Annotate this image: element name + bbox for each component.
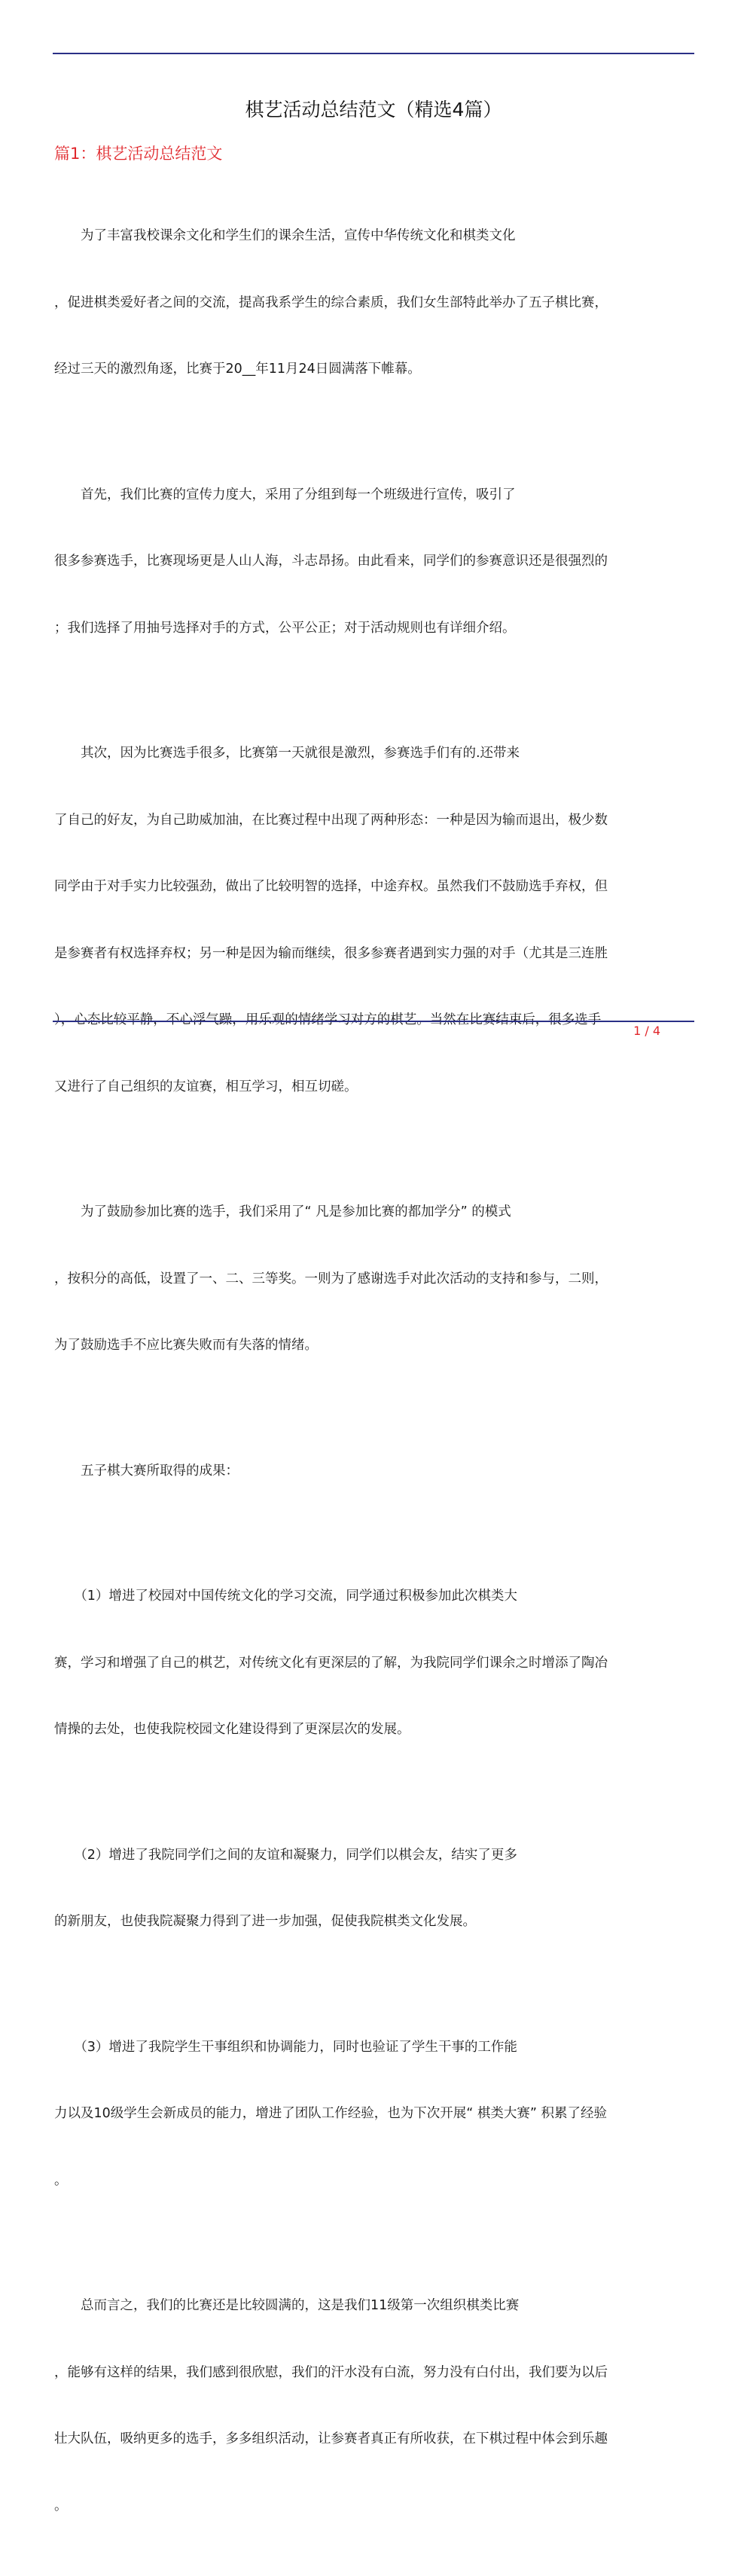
page-number: 1 / 4 <box>633 1024 660 1038</box>
paragraph-line: 为了鼓励选手不应比赛失败而有失落的情绪。 <box>54 1338 318 1353</box>
paragraph-line: ，能够有这样的结果，我们感到很欣慰，我们的汗水没有白流，努力没有白付出，我们要为以后 <box>54 2364 608 2380</box>
paragraph-line: 总而言之，我们的比赛还是比较圆满的，这是我们11级第一次组织棋类比赛 <box>54 2298 520 2313</box>
paragraph-line: 为了鼓励参加比赛的选手，我们采用了“ 凡是参加比赛的都加学分” 的模式 <box>54 1204 511 1219</box>
paragraph-line: 力以及10级学生会新成员的能力，增进了团队工作经验，也为下次开展“ 棋类大赛” 积累了经验 <box>54 2106 608 2121</box>
footer-rule <box>53 1021 694 1022</box>
paragraph-line: （2）增进了我院同学们之间的友谊和凝聚力，同学们以棋会友，结实了更多 <box>54 1847 517 1863</box>
paragraph-line: 又进行了自己组织的友谊赛，相互学习，相互切磋。 <box>54 1079 358 1094</box>
paragraph-line: 经过三天的激烈角逐，比赛于20__年11月24日圆满落下帷幕。 <box>54 362 421 377</box>
document-title: 棋艺活动总结范文（精选4篇） <box>245 99 502 121</box>
paragraph <box>54 1992 687 2237</box>
section-heading: 篇1：棋艺活动总结范文 <box>54 145 223 163</box>
paragraph-line: 的新朋友，也使我院凝聚力得到了进一步加强，促使我院棋类文化发展。 <box>54 1914 476 1929</box>
paragraph <box>54 440 687 685</box>
paragraph-line: 。 <box>54 2172 68 2188</box>
paragraph-line: 首先，我们比赛的宣传力度大，采用了分组到每一个班级进行宣传，吸引了 <box>54 487 516 502</box>
paragraph <box>54 1541 687 1786</box>
paragraph-line: 了自己的好友，为自己助威加油，在比赛过程中出现了两种形态：一种是因为输而退出，极少数 <box>54 812 608 828</box>
paragraph-line: 五子棋大赛所取得的成果： <box>54 1463 239 1479</box>
paragraph <box>54 1157 687 1402</box>
document-body <box>54 181 687 2576</box>
header-rule <box>53 53 694 54</box>
paragraph-line: 同学由于对手实力比较强劲，做出了比较明智的选择，中途弃权。虽然我们不鼓励选手弃权，但 <box>54 879 608 894</box>
paragraph <box>54 181 687 426</box>
paragraph-line: 为了丰富我校课余文化和学生们的课余生活，宣传中华传统文化和棋类文化 <box>54 228 516 243</box>
paragraph-line: 其次，因为比赛选手很多，比赛第一天就很是激烈，参赛选手们有的.还带来 <box>54 746 520 761</box>
paragraph-line: ，按积分的高低，设置了一、二、三等奖。一则为了感谢选手对此次活动的支持和参与，二则， <box>54 1271 608 1286</box>
paragraph-line: （1）增进了校园对中国传统文化的学习交流，同学通过积极参加此次棋类大 <box>54 1589 517 1604</box>
paragraph-line: ，促进棋类爱好者之间的交流，提高我系学生的综合素质，我们女生部特此举办了五子棋比赛， <box>54 295 608 310</box>
paragraph-line: 是参赛者有权选择弃权；另一种是因为输而继续，很多参赛者遇到实力强的对手（尤其是三连胜 <box>54 945 608 961</box>
paragraph <box>54 698 687 1143</box>
paragraph-line: 壮大队伍，吸纳更多的选手，多多组织活动，让参赛者真正有所收获，在下棋过程中体会到乐趣 <box>54 2431 608 2446</box>
paragraph <box>54 2251 687 2562</box>
paragraph-line: ；我们选择了用抽号选择对手的方式，公平公正；对于活动规则也有详细介绍。 <box>54 620 516 636</box>
paragraph-line: 。 <box>54 2498 68 2513</box>
paragraph-line: 赛，学习和增强了自己的棋艺，对传统文化有更深层的了解，为我院同学们课余之时增添了陶冶 <box>54 1655 608 1671</box>
paragraph <box>54 1800 687 1978</box>
paragraph-line: ），心态比较平静，不心浮气躁，用乐观的情绪学习对方的棋艺。当然在比赛结束后，很多选手 <box>54 1012 602 1027</box>
paragraph-line: 很多参赛选手，比赛现场更是人山人海，斗志昂扬。由此看来，同学们的参赛意识还是很强烈的 <box>54 554 608 569</box>
paragraph <box>54 1416 687 1528</box>
paragraph-line: 情操的去处，也使我院校园文化建设得到了更深层次的发展。 <box>54 1722 410 1737</box>
paragraph-line: （3）增进了我院学生干事组织和协调能力，同时也验证了学生干事的工作能 <box>54 2039 517 2055</box>
